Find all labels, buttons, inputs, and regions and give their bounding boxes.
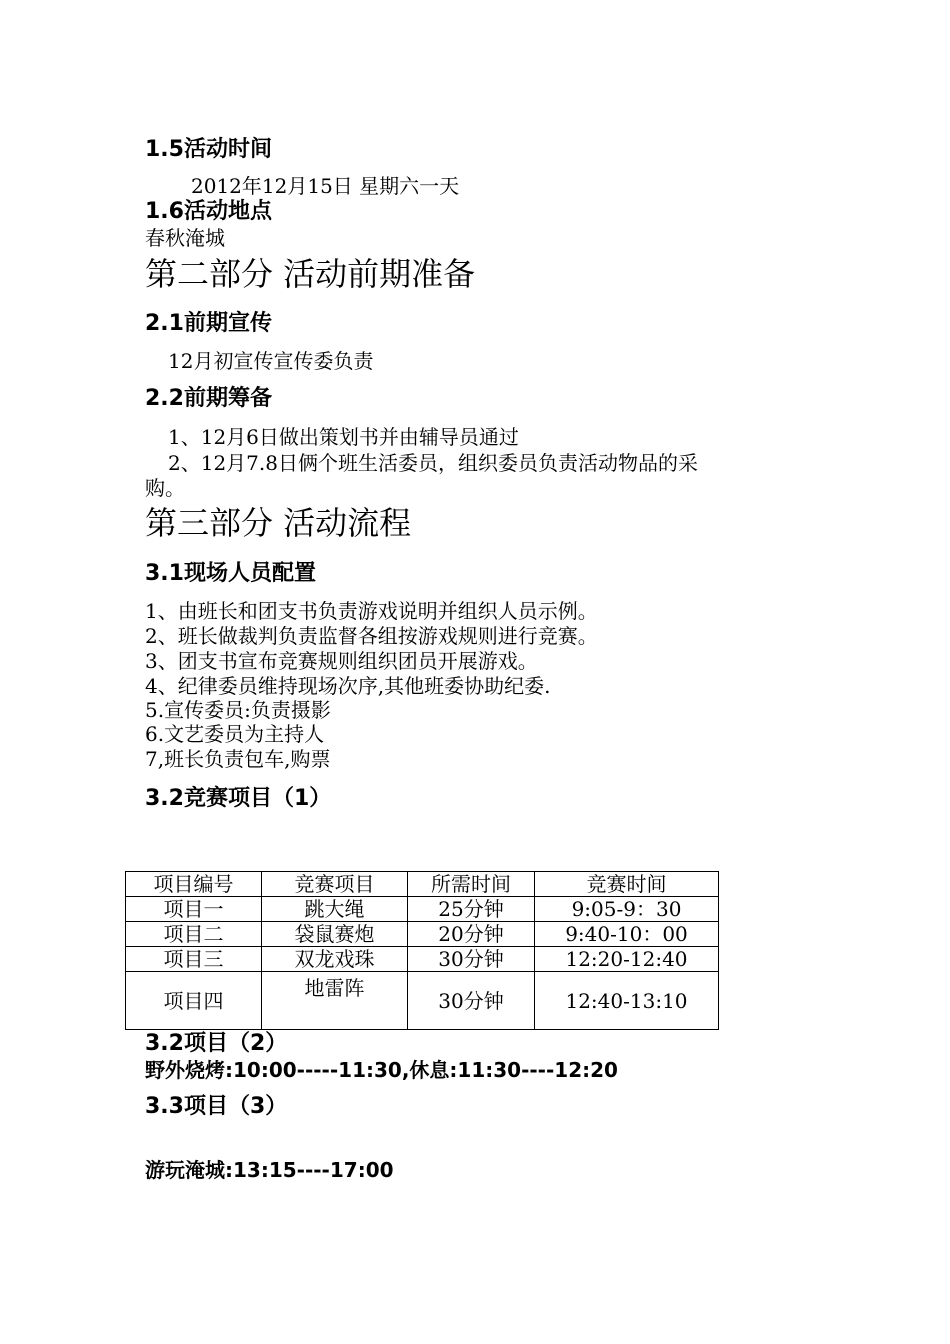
section-3-1-heading: 3.1现场人员配置 (145, 561, 316, 586)
table-cell: 跳大绳 (262, 897, 408, 922)
list-item: 1、由班长和团支书负责游戏说明并组织人员示例。 (145, 599, 598, 623)
part-2-title: 第二部分 活动前期准备 (145, 255, 476, 293)
bbq-schedule: 野外烧烤:10:00-----11:30,休息:11:30----12:20 (145, 1058, 618, 1082)
table-cell: 项目三 (126, 947, 262, 972)
activity-date: 2012年12月15日 星期六一天 (191, 174, 460, 198)
table-row (126, 922, 719, 947)
list-item: 1、12月6日做出策划书并由辅导员通过 (168, 425, 519, 449)
section-2-2-heading: 2.2前期筹备 (145, 386, 272, 411)
competition-table (125, 871, 719, 1030)
column-header: 项目编号 (126, 872, 262, 897)
table-cell: 12:40-13:10 (535, 972, 719, 1030)
list-item-continuation: 购。 (145, 476, 185, 500)
table-cell: 30分钟 (408, 947, 535, 972)
tour-schedule: 游玩淹城:13:15----17:00 (145, 1158, 394, 1182)
table-row (126, 972, 719, 1030)
list-item: 7,班长负责包车,购票 (145, 747, 331, 771)
table-cell: 项目二 (126, 922, 262, 947)
section-1-5-heading: 1.5活动时间 (145, 137, 272, 162)
list-item: 3、团支书宣布竞赛规则组织团员开展游戏。 (145, 649, 538, 673)
list-item: 5.宣传委员:负责摄影 (145, 698, 331, 722)
list-item: 6.文艺委员为主持人 (145, 722, 325, 746)
table-row (126, 897, 719, 922)
table-cell: 30分钟 (408, 972, 535, 1030)
section-3-3-heading: 3.3项目（3） (145, 1094, 288, 1119)
activity-location: 春秋淹城 (145, 226, 225, 250)
section-1-6-heading: 1.6活动地点 (145, 199, 272, 224)
section-2-1-text: 12月初宣传宣传委负责 (168, 349, 374, 373)
table-header-row (126, 872, 719, 897)
table-cell: 项目一 (126, 897, 262, 922)
section-3-2-heading-1: 3.2竞赛项目（1） (145, 786, 332, 811)
table-cell: 项目四 (126, 972, 262, 1030)
table-cell: 20分钟 (408, 922, 535, 947)
column-header: 竞赛时间 (535, 872, 719, 897)
list-item: 2、班长做裁判负责监督各组按游戏规则进行竞赛。 (145, 624, 598, 648)
section-3-2-heading-2: 3.2项目（2） (145, 1031, 288, 1056)
table-cell: 双龙戏珠 (262, 947, 408, 972)
part-3-title: 第三部分 活动流程 (145, 504, 412, 542)
column-header: 竞赛项目 (262, 872, 408, 897)
list-item: 4、纪律委员维持现场次序,其他班委协助纪委. (145, 674, 551, 698)
table-cell: 9:05-9：30 (535, 897, 719, 922)
section-2-1-heading: 2.1前期宣传 (145, 311, 272, 336)
list-item: 2、12月7.8日俩个班生活委员，组织委员负责活动物品的采 (168, 451, 698, 475)
column-header: 所需时间 (408, 872, 535, 897)
table-cell: 25分钟 (408, 897, 535, 922)
table-cell: 12:20-12:40 (535, 947, 719, 972)
table-cell: 地雷阵 (262, 972, 408, 1030)
table-row (126, 947, 719, 972)
table-cell: 9:40-10：00 (535, 922, 719, 947)
table-cell: 袋鼠赛炮 (262, 922, 408, 947)
